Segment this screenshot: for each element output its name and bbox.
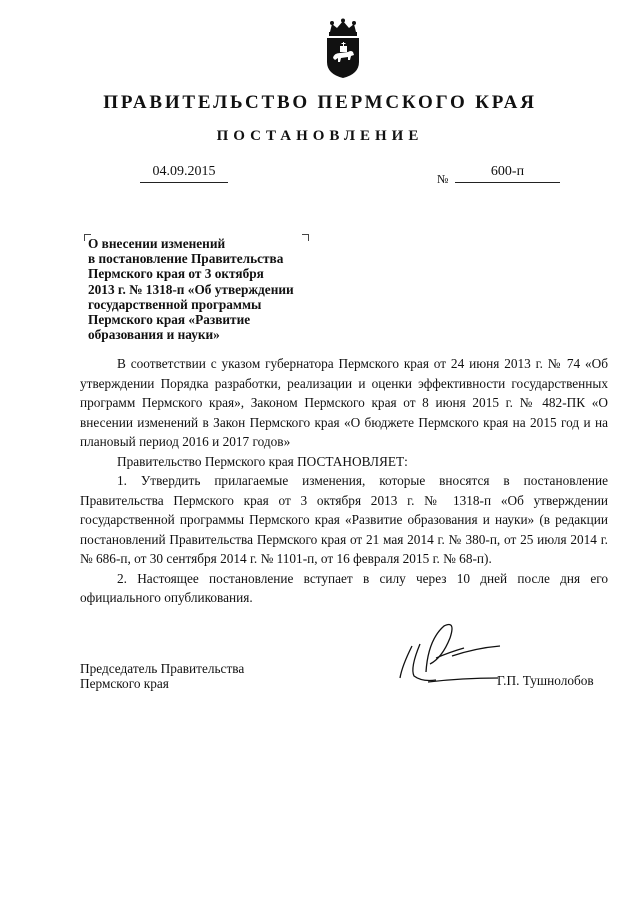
- document-number: 600-п: [490, 164, 525, 179]
- number-sign: №: [437, 172, 449, 186]
- subject-line: О внесении изменений: [88, 236, 226, 251]
- document-type: ПОСТАНОВЛЕНИЕ: [216, 128, 424, 144]
- signer-position-line: Пермского края: [80, 676, 169, 691]
- coat-of-arms-icon: [322, 18, 364, 80]
- document-date: 04.09.2015: [152, 164, 216, 179]
- document-body: [80, 354, 608, 608]
- subject-line: Пермского края «Развитие: [88, 312, 251, 328]
- subject-line: государственной программы: [88, 296, 262, 312]
- subject-line: 2013 г. № 1318-п «Об утверждении: [88, 281, 294, 297]
- document-subject: [88, 236, 338, 342]
- number-underline: [455, 182, 560, 183]
- subject-line: Пермского края от 3 октября: [88, 266, 264, 282]
- handwritten-signature-icon: [392, 618, 504, 690]
- body-paragraph-preamble: В соответствии с указом губернатора Пермского края от 24 июня 2013 г. № 74 «Об утверждении Порядка разработки, реализации и оценки эффективности государственных программ Пермского края», Законом Пермского края от 8 июня 2015 г. № 482-ПК «О внесении изменений в Закон Пермского края «О бюджете Пермского края на 2015 год и на плановый период 2016 и 2017 годов»: [80, 356, 608, 449]
- signer-position: [80, 661, 244, 691]
- body-paragraph-item-2: 2. Настоящее постановление вступает в силу через 10 дней после дня его официального опубликования.: [80, 570, 608, 605]
- signatory-name: Г.П. Тушнолобов: [497, 673, 594, 688]
- subject-line: в постановление Правительства: [88, 251, 284, 267]
- date-underline: [140, 182, 228, 183]
- body-paragraph-item-1: 1. Утвердить прилагаемые изменения, которые вносятся в постановление Правительства Пермского края от 3 октября 2013 г. № 1318-п «Об утверждении государственной программы Пермского края «Развитие образования и науки» (в редакции постановлений Правительства Пермского края от 21 мая 2014 г. № 380-п, от 25 июля 2014 г. № 686-п, от 30 сентября 2014 г. № 1101-п, от 16 февраля 2015 г. № 68-п).: [80, 473, 608, 566]
- subject-line: образования и науки»: [88, 327, 220, 343]
- signer-position-line: Председатель Правительства: [80, 661, 245, 676]
- government-title: ПРАВИТЕЛЬСТВО ПЕРМСКОГО КРАЯ: [103, 92, 537, 113]
- body-paragraph-resolves: Правительство Пермского края ПОСТАНОВЛЯЕТ:: [117, 453, 408, 469]
